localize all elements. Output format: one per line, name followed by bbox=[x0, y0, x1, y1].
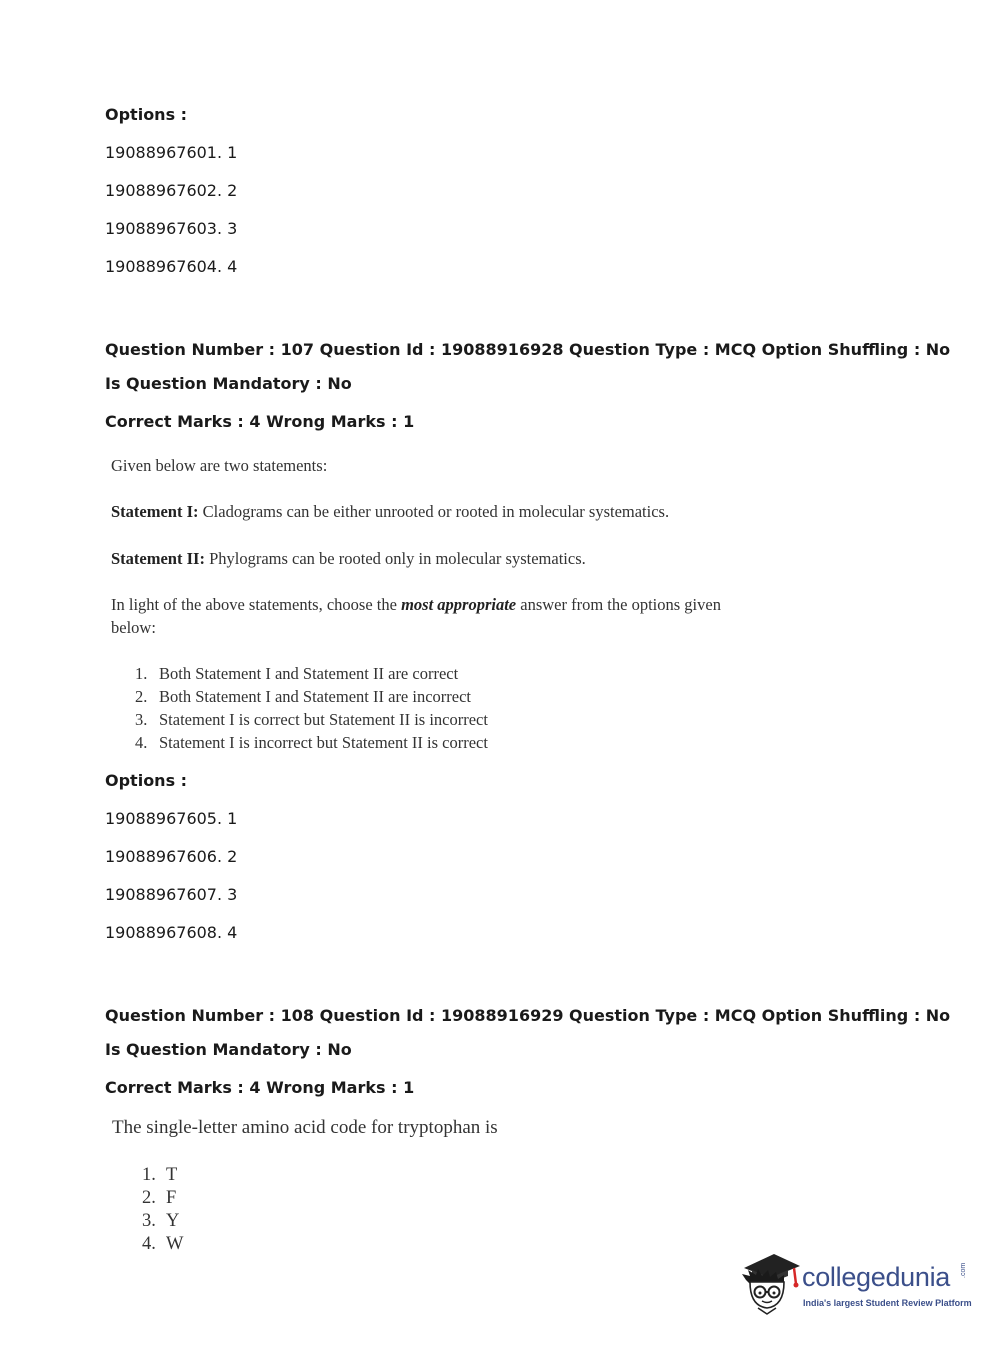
option-item: 19088967604. 4 bbox=[105, 257, 238, 276]
option-item: 19088967608. 4 bbox=[105, 923, 238, 942]
logo-wordmark: collegedunia bbox=[802, 1262, 951, 1292]
statement-2-text: Phylograms can be rooted only in molecular systematics. bbox=[204, 549, 586, 568]
option-item: 19088967601. 1 bbox=[105, 143, 238, 162]
options-label: Options : bbox=[105, 771, 188, 790]
choice-item: 2. F bbox=[142, 1188, 177, 1208]
logo-tld: .com bbox=[960, 1262, 967, 1278]
question-marks: Correct Marks : 4 Wrong Marks : 1 bbox=[105, 412, 415, 431]
statement-2-label: Statement II: bbox=[111, 549, 205, 568]
statement-1 bbox=[111, 501, 669, 523]
choice-item: 1. Both Statement I and Statement II are correct bbox=[135, 664, 459, 683]
statement-1-label: Statement I: bbox=[111, 502, 199, 521]
choice-item: 3. Statement I is correct but Statement II is incorrect bbox=[135, 710, 488, 729]
choice-item: 4. Statement I is incorrect but Statement II is correct bbox=[135, 733, 488, 752]
instruction-post: answer from the options given bbox=[516, 595, 721, 614]
statement-2 bbox=[111, 548, 586, 570]
question-text: The single-letter amino acid code for tryptophan is bbox=[112, 1117, 498, 1138]
option-item: 19088967606. 2 bbox=[105, 847, 238, 866]
choice-item: 3. Y bbox=[142, 1211, 180, 1231]
instruction-line-2: below: bbox=[111, 618, 156, 637]
logo-tagline: India's largest Student Review Platform bbox=[803, 1298, 972, 1308]
option-item: 19088967605. 1 bbox=[105, 809, 238, 828]
choice-item: 4. W bbox=[142, 1234, 184, 1254]
question-intro: Given below are two statements: bbox=[111, 456, 328, 475]
choice-item: 1. T bbox=[142, 1165, 178, 1185]
choice-item: 2. Both Statement I and Statement II are incorrect bbox=[135, 687, 472, 706]
student-mascot-icon bbox=[740, 1248, 802, 1318]
option-item: 19088967602. 2 bbox=[105, 181, 238, 200]
instruction-pre: In light of the above statements, choose the bbox=[111, 595, 402, 614]
option-item: 19088967603. 3 bbox=[105, 219, 238, 238]
collegedunia-logo[interactable] bbox=[740, 1248, 970, 1320]
question-header: Question Number : 108 Question Id : 19088916929 Question Type : MCQ Option Shuffling : No bbox=[105, 1006, 951, 1025]
instruction-emphasis: most appropriate bbox=[401, 595, 517, 614]
options-label: Options : bbox=[105, 105, 188, 124]
statement-1-text: Cladograms can be either unrooted or rooted in molecular systematics. bbox=[198, 502, 670, 521]
choice-list bbox=[135, 662, 488, 754]
choice-list bbox=[142, 1164, 183, 1256]
instruction bbox=[111, 594, 721, 616]
question-marks: Correct Marks : 4 Wrong Marks : 1 bbox=[105, 1078, 415, 1097]
option-item: 19088967607. 3 bbox=[105, 885, 238, 904]
question-header: Question Number : 107 Question Id : 19088916928 Question Type : MCQ Option Shuffling : No bbox=[105, 340, 951, 359]
question-mandatory: Is Question Mandatory : No bbox=[105, 1040, 352, 1059]
question-mandatory: Is Question Mandatory : No bbox=[105, 374, 352, 393]
